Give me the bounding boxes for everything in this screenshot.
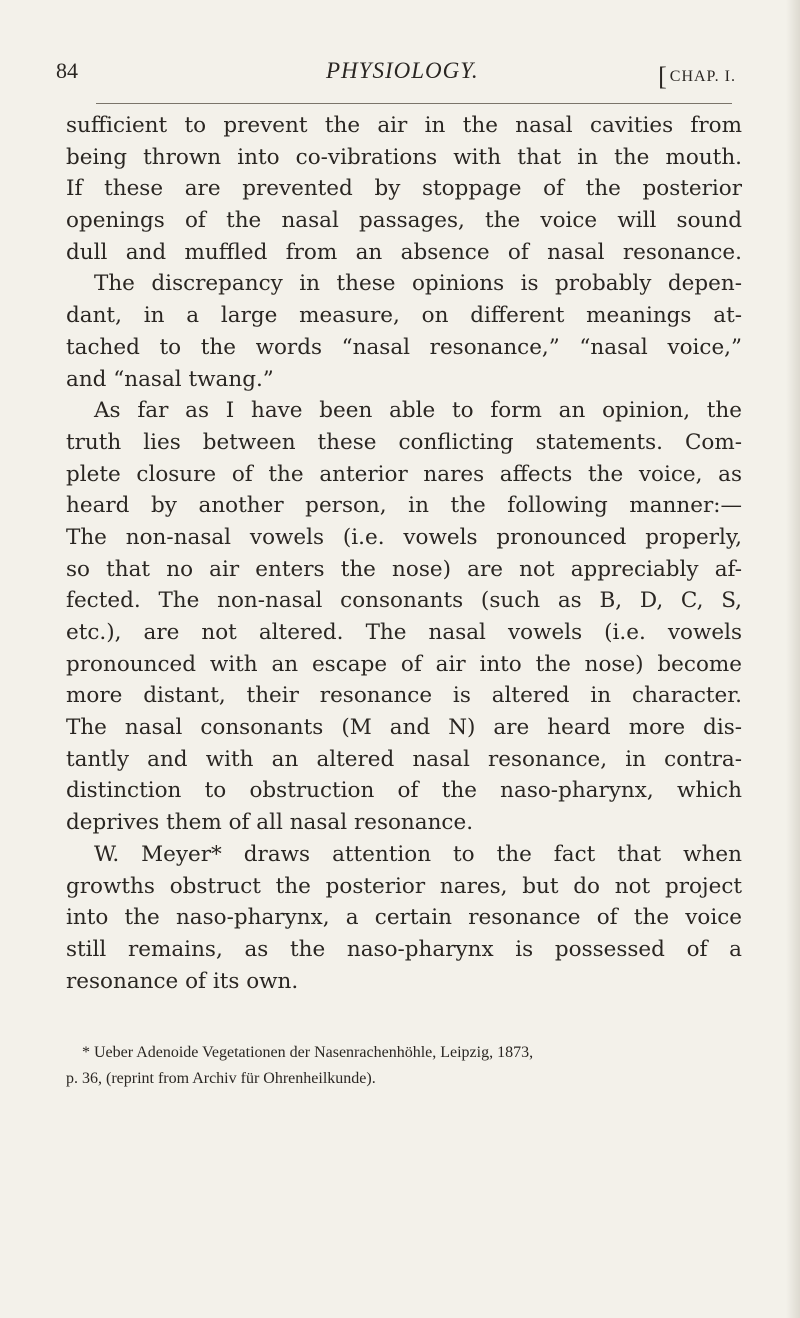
text-line: into the naso-pharynx, a certain resonance of the voice	[66, 905, 742, 931]
text-line: The nasal consonants (M and N) are heard more dis-	[66, 715, 742, 741]
page-edge-shadow	[786, 0, 800, 1318]
footnote-line-1: * Ueber Adenoide Vegetationen der Nasenrachenhöhle, Leipzig, 1873,	[82, 1044, 534, 1061]
text-line: If these are prevented by stoppage of the posterior	[66, 176, 742, 202]
running-title: PHYSIOLOGY.	[326, 58, 479, 83]
text-line: As far as I have been able to form an opinion, the	[94, 398, 742, 424]
text-line: sufficient to prevent the air in the nasal cavities from	[66, 113, 742, 138]
text-line: and “nasal twang.”	[66, 366, 274, 392]
text-line: resonance of its own.	[66, 968, 299, 994]
text-line: so that no air enters the nose) are not appreciably af-	[66, 556, 742, 582]
footnote	[66, 1040, 746, 1092]
text-line: dant, in a large measure, on different meanings at-	[66, 303, 742, 329]
body-text	[66, 110, 742, 997]
text-line: W. Meyer* draws attention to the fact that when	[94, 841, 742, 867]
page-number: 84	[56, 58, 78, 83]
text-line: etc.), are not altered. The nasal vowels (i.e. vowels	[66, 620, 742, 645]
text-line: deprives them of all nasal resonance.	[66, 810, 474, 836]
text-line: pronounced with an escape of air into the nose) become	[66, 651, 742, 677]
text-line: growths obstruct the posterior nares, but do not project	[66, 873, 742, 899]
text-line: The discrepancy in these opinions is probably depen-	[94, 271, 742, 297]
footnote-line-2: p. 36, (reprint from Archiv für Ohrenheilkunde).	[66, 1070, 376, 1087]
text-line: openings of the nasal passages, the voice will sound	[66, 208, 742, 234]
text-line: dull and muffled from an absence of nasal resonance.	[66, 239, 742, 265]
chapter-bracket: [	[658, 62, 668, 91]
chapter-label	[658, 58, 736, 91]
text-line: still remains, as the naso-pharynx is possessed of a	[66, 936, 742, 962]
text-line: tached to the words “nasal resonance,” “nasal voice,”	[66, 334, 742, 360]
text-line: truth lies between these conflicting statements. Com-	[66, 429, 742, 455]
text-line: plete closure of the anterior nares affects the voice, as	[66, 461, 742, 487]
text-line: fected. The non-nasal consonants (such as B, D, C, S,	[66, 588, 742, 614]
chapter-text: CHAP. I.	[669, 68, 736, 85]
text-line: being thrown into co-vibrations with that in the mouth.	[66, 144, 742, 170]
text-line: more distant, their resonance is altered in character.	[66, 683, 742, 709]
text-line: tantly and with an altered nasal resonance, in contra-	[66, 746, 742, 772]
header-rule	[96, 103, 732, 104]
text-line: heard by another person, in the following manner:—	[66, 493, 742, 519]
text-line: The non-nasal vowels (i.e. vowels pronounced properly,	[66, 524, 742, 550]
text-line: distinction to obstruction of the naso-pharynx, which	[66, 778, 742, 804]
page-header	[56, 58, 736, 94]
